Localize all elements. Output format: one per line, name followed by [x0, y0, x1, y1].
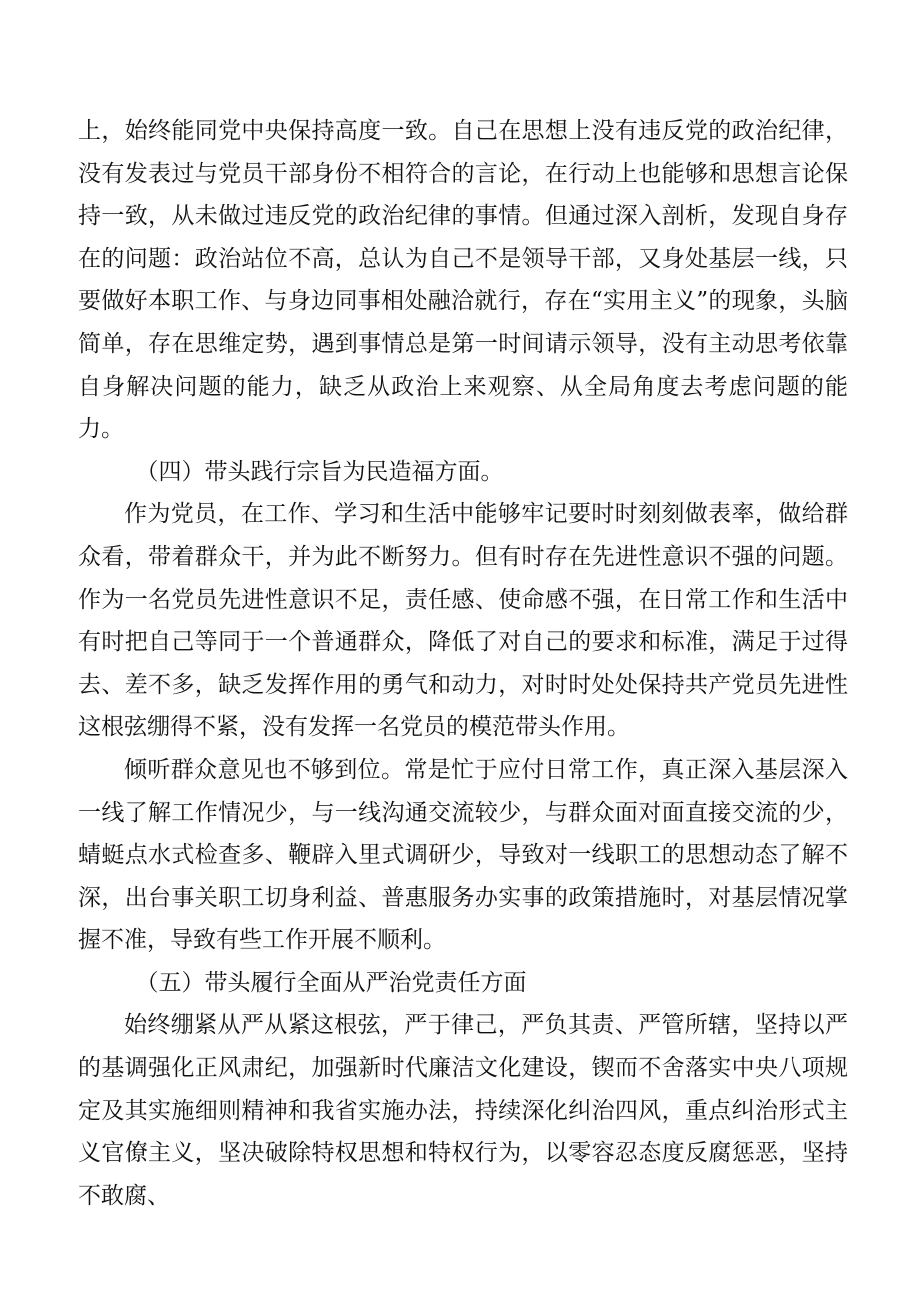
paragraph: 始终绷紧从严从紧这根弦，严于律己，严负其责、严管所辖，坚持以严的基调强化正风肃纪，加强新时代廉洁文化建设，锲而不舍落实中央八项规定及其实施细则精神和我省实施办法，持续深化纠治四风，重点纠治形式主义官僚主义，坚决破除特权思想和特权行为，以零容忍态度反腐惩恶，坚持不敢腐、 [78, 1012, 848, 1209]
paragraph: 作为党员，在工作、学习和生活中能够牢记要时时刻刻做表率，做给群众看，带着群众干，并为此不断努力。但有时存在先进性意识不强的问题。作为一名党员先进性意识不足，责任感、使命感不强，在日常工作和生活中有时把自己等同于一个普通群众，降低了对自己的要求和标准，满足于过得去、差不多，缺乏发挥作用的勇气和动力，对时时处处保持共产党员先进性这根弦绷得不紧，没有发挥一名党员的模范带头作用。 [78, 501, 848, 741]
paragraph: 倾听群众意见也不够到位。常是忙于应付日常工作，真正深入基层深入一线了解工作情况少，与一线沟通交流较少，与群众面对面直接交流的少，蜻蜓点水式检查多、鞭辟入里式调研少，导致对一线职工的思想动态了解不深，出台事关职工切身利益、普惠服务办实事的政策措施时，对基层情况掌握不准，导致有些工作开展不顺利。 [78, 756, 848, 954]
section-heading-5: （五）带头履行全面从严治党责任方面 [135, 969, 527, 996]
paragraph-continued: 上，始终能同党中央保持高度一致。自己在思想上没有违反党的政治纪律，没有发表过与党员干部身份不相符合的言论，在行动上也能够和思想言论保持一致，从未做过违反党的政治纪律的事情。但通过深入剖析，发现自身存在的问题：政治站位不高，总认为自己不是领导干部，又身处基层一线，只要做好本职工作、与身边同事相处融洽就行，存在“实用主义”的现象，头脑简单，存在思维定势，遇到事情总是第一时间请示领导，没有主动思考依靠自身解决问题的能力，缺乏从政治上来观察、从全局角度去考虑问题的能力。 [78, 118, 848, 443]
document-body [78, 110, 848, 1217]
section-heading-4: （四）带头践行宗旨为民造福方面。 [135, 458, 504, 485]
